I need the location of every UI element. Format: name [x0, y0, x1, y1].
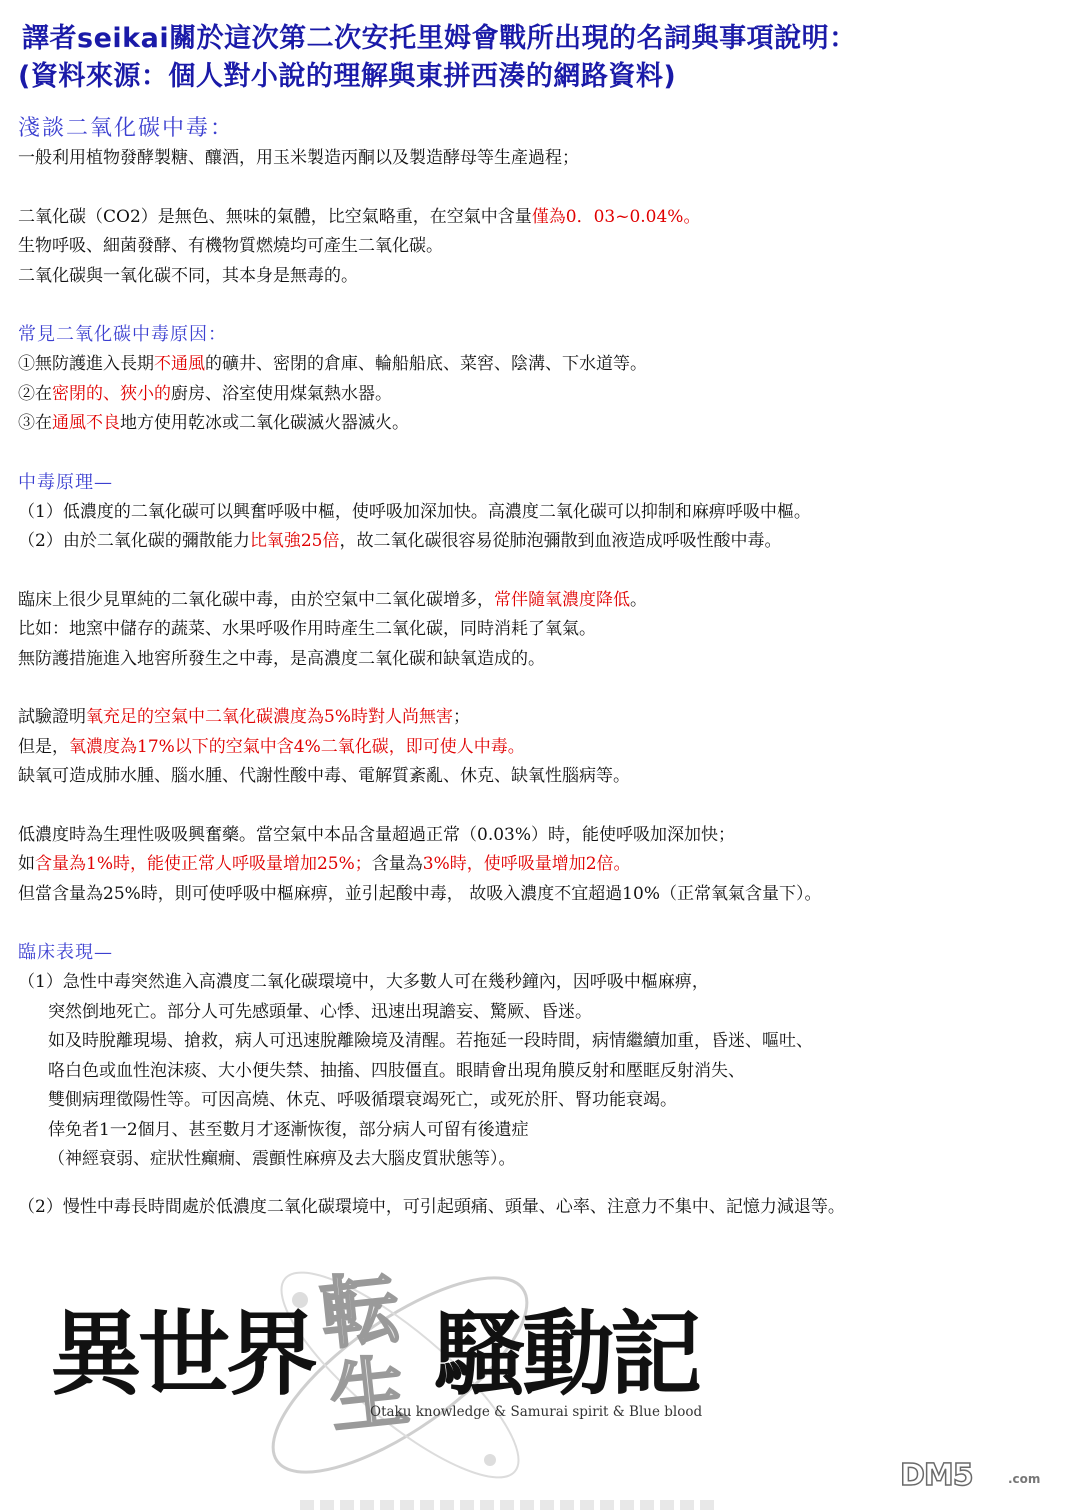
paragraph — [18, 203, 1065, 233]
series-logo — [40, 1240, 760, 1510]
highlight-text: 氧濃度為17%以下的空氣中含4%二氧化碳，即可使人中毒。 — [69, 736, 525, 757]
page-subtitle: (資料來源：個人對小說的理解與東拼西湊的網路資料) — [18, 61, 677, 92]
logo-title-right: 騷動記 — [434, 1301, 699, 1408]
list-item — [18, 409, 1065, 439]
paragraph: （神經衰弱、症狀性癲癇、震顫性麻痹及去大腦皮質狀態等）。 — [48, 1149, 516, 1169]
site-watermark — [890, 1450, 1055, 1500]
watermark-suffix: .com — [1008, 1472, 1041, 1486]
highlight-text: 含量為1%時，能使正常人呼吸量增加25%； — [35, 854, 372, 874]
paragraph: （1）急性中毒突然進入高濃度二氧化碳環境中，大多數人可在幾秒鐘內，因呼吸中樞麻痹， — [18, 972, 709, 992]
text-segment: 含量為 — [371, 854, 423, 874]
text-segment: 如 — [18, 854, 35, 874]
paragraph: 生物呼吸、細菌發酵、有機物質燃燒均可產生二氧化碳。 — [18, 236, 443, 256]
list-item — [18, 350, 1065, 380]
text-segment: 臨床上很少見單純的二氧化碳中毒，由於空氣中二氧化碳增多， — [18, 589, 494, 610]
paragraph: （2）慢性中毒長時間處於低濃度二氧化碳環境中，可引起頭痛、頭暈、心率、注意力不集中、記憶力減退等。 — [18, 1196, 845, 1217]
text-segment: 廚房、浴室使用煤氣熱水器。 — [171, 383, 392, 404]
paragraph: 一般利用植物發酵製糖、釀酒，用玉米製造丙酮以及製造酵母等生產過程； — [18, 148, 579, 168]
section-heading-mechanism: 中毒原理— — [18, 471, 113, 493]
text-segment: ③在 — [18, 413, 52, 433]
text-segment: 但是， — [18, 736, 69, 757]
page-title: 譯者seikai關於這次第二次安托里姆會戰所出現的名詞與事項說明： — [22, 23, 857, 54]
text-segment: ②在 — [18, 383, 52, 404]
text-segment: （2）由於二氧化碳的彌散能力 — [18, 531, 250, 551]
paragraph — [18, 850, 1065, 880]
highlight-text: 密閉的、狹小的 — [52, 383, 171, 404]
paragraph: 雙側病理徵陽性等。可因高燒、休克、呼吸循環衰竭死亡，或死於肝、腎功能衰竭。 — [48, 1090, 677, 1110]
section-heading-causes: 常見二氧化碳中毒原因： — [18, 324, 227, 345]
paragraph: 二氧化碳與一氧化碳不同，其本身是無毒的。 — [18, 265, 358, 286]
paragraph — [18, 586, 1065, 616]
paragraph: 倖免者1一2個月、甚至數月才逐漸恢復，部分病人可留有後遺症 — [48, 1119, 529, 1140]
text-segment: 地方使用乾冰或二氧化碳滅火器滅火。 — [120, 413, 409, 433]
watermark-text: DM5 — [900, 1458, 973, 1493]
paragraph: 但當含量為25%時，則可使呼吸中樞麻痹，並引起酸中毒， 故吸入濃度不宜超過10%（正常氧氣含量下）。 — [18, 883, 822, 904]
text-segment: ； — [452, 707, 470, 727]
paragraph: 比如：地窯中儲存的蔬菜、水果呼吸作用時產生二氧化碳，同時消耗了氧氣。 — [18, 619, 596, 639]
paragraph — [18, 733, 1065, 763]
highlight-text: 氧充足的空氣中二氧化碳濃度為5%時對人尚無害 — [86, 707, 453, 727]
text-segment: 的礦井、密閉的倉庫、輪船船底、菜窖、陰溝、下水道等。 — [205, 354, 647, 374]
highlight-text: 常伴隨氧濃度降低 — [494, 589, 630, 610]
paragraph: （1）低濃度的二氧化碳可以興奮呼吸中樞，使呼吸加深加快。高濃度二氧化碳可以抑制和麻痹呼吸中樞。 — [18, 501, 811, 522]
paragraph: 缺氧可造成肺水腫、腦水腫、代謝性酸中毒、電解質紊亂、休克、缺氧性腦病等。 — [18, 766, 630, 786]
highlight-text: 3%時，使呼吸量增加2倍。 — [422, 854, 631, 874]
paragraph — [18, 527, 1065, 557]
paragraph — [18, 703, 1065, 733]
text-segment: 試驗證明 — [18, 707, 86, 727]
bottom-decoration — [300, 1500, 720, 1510]
logo-title-left: 異世界 — [50, 1301, 315, 1408]
section-heading-co2-poisoning: 淺談二氧化碳中毒： — [18, 116, 235, 141]
list-item — [18, 380, 1065, 410]
highlight-text: 僅為0．03~0.04%。 — [531, 206, 701, 227]
text-segment: 。 — [630, 589, 647, 610]
paragraph: 如及時脫離現場、搶救，病人可迅速脫離險境及清醒。若拖延一段時間，病情繼續加重，昏迷、嘔吐、 — [48, 1031, 813, 1051]
highlight-text: 比氧強25倍 — [249, 531, 340, 551]
highlight-text: 通風不良 — [52, 413, 120, 433]
paragraph: 低濃度時為生理性吸吸興奮藥。當空氣中本品含量超過正常（0.03%）時，能使呼吸加深加快； — [18, 824, 736, 845]
paragraph: 咯白色或血性泡沫痰、大小便失禁、抽搐、四肢僵直。眼睛會出現角膜反射和壓眶反射消失、 — [48, 1060, 745, 1081]
logo-title — [50, 1300, 698, 1410]
text-segment: ，故二氧化碳很容易從肺泡彌散到血液造成呼吸性酸中毒。 — [339, 531, 782, 551]
highlight-text: 不通風 — [154, 354, 205, 374]
paragraph: 突然倒地死亡。部分人可先感頭暈、心悸、迅速出現譫妄、驚厥、昏迷。 — [48, 1001, 592, 1022]
section-heading-clinical: 臨床表現— — [18, 942, 113, 963]
text-segment: 二氧化碳（CO2）是無色、無味的氣體，比空氣略重，在空氣中含量 — [18, 206, 532, 227]
logo-vertical-text: 転生 — [316, 1262, 413, 1445]
text-segment: ①無防護進入長期 — [18, 354, 154, 374]
logo-subtitle: Otaku knowledge & Samurai spirit & Blue blood — [370, 1404, 703, 1420]
paragraph: 無防護措施進入地窖所發生之中毒，是高濃度二氧化碳和缺氧造成的。 — [18, 648, 545, 669]
